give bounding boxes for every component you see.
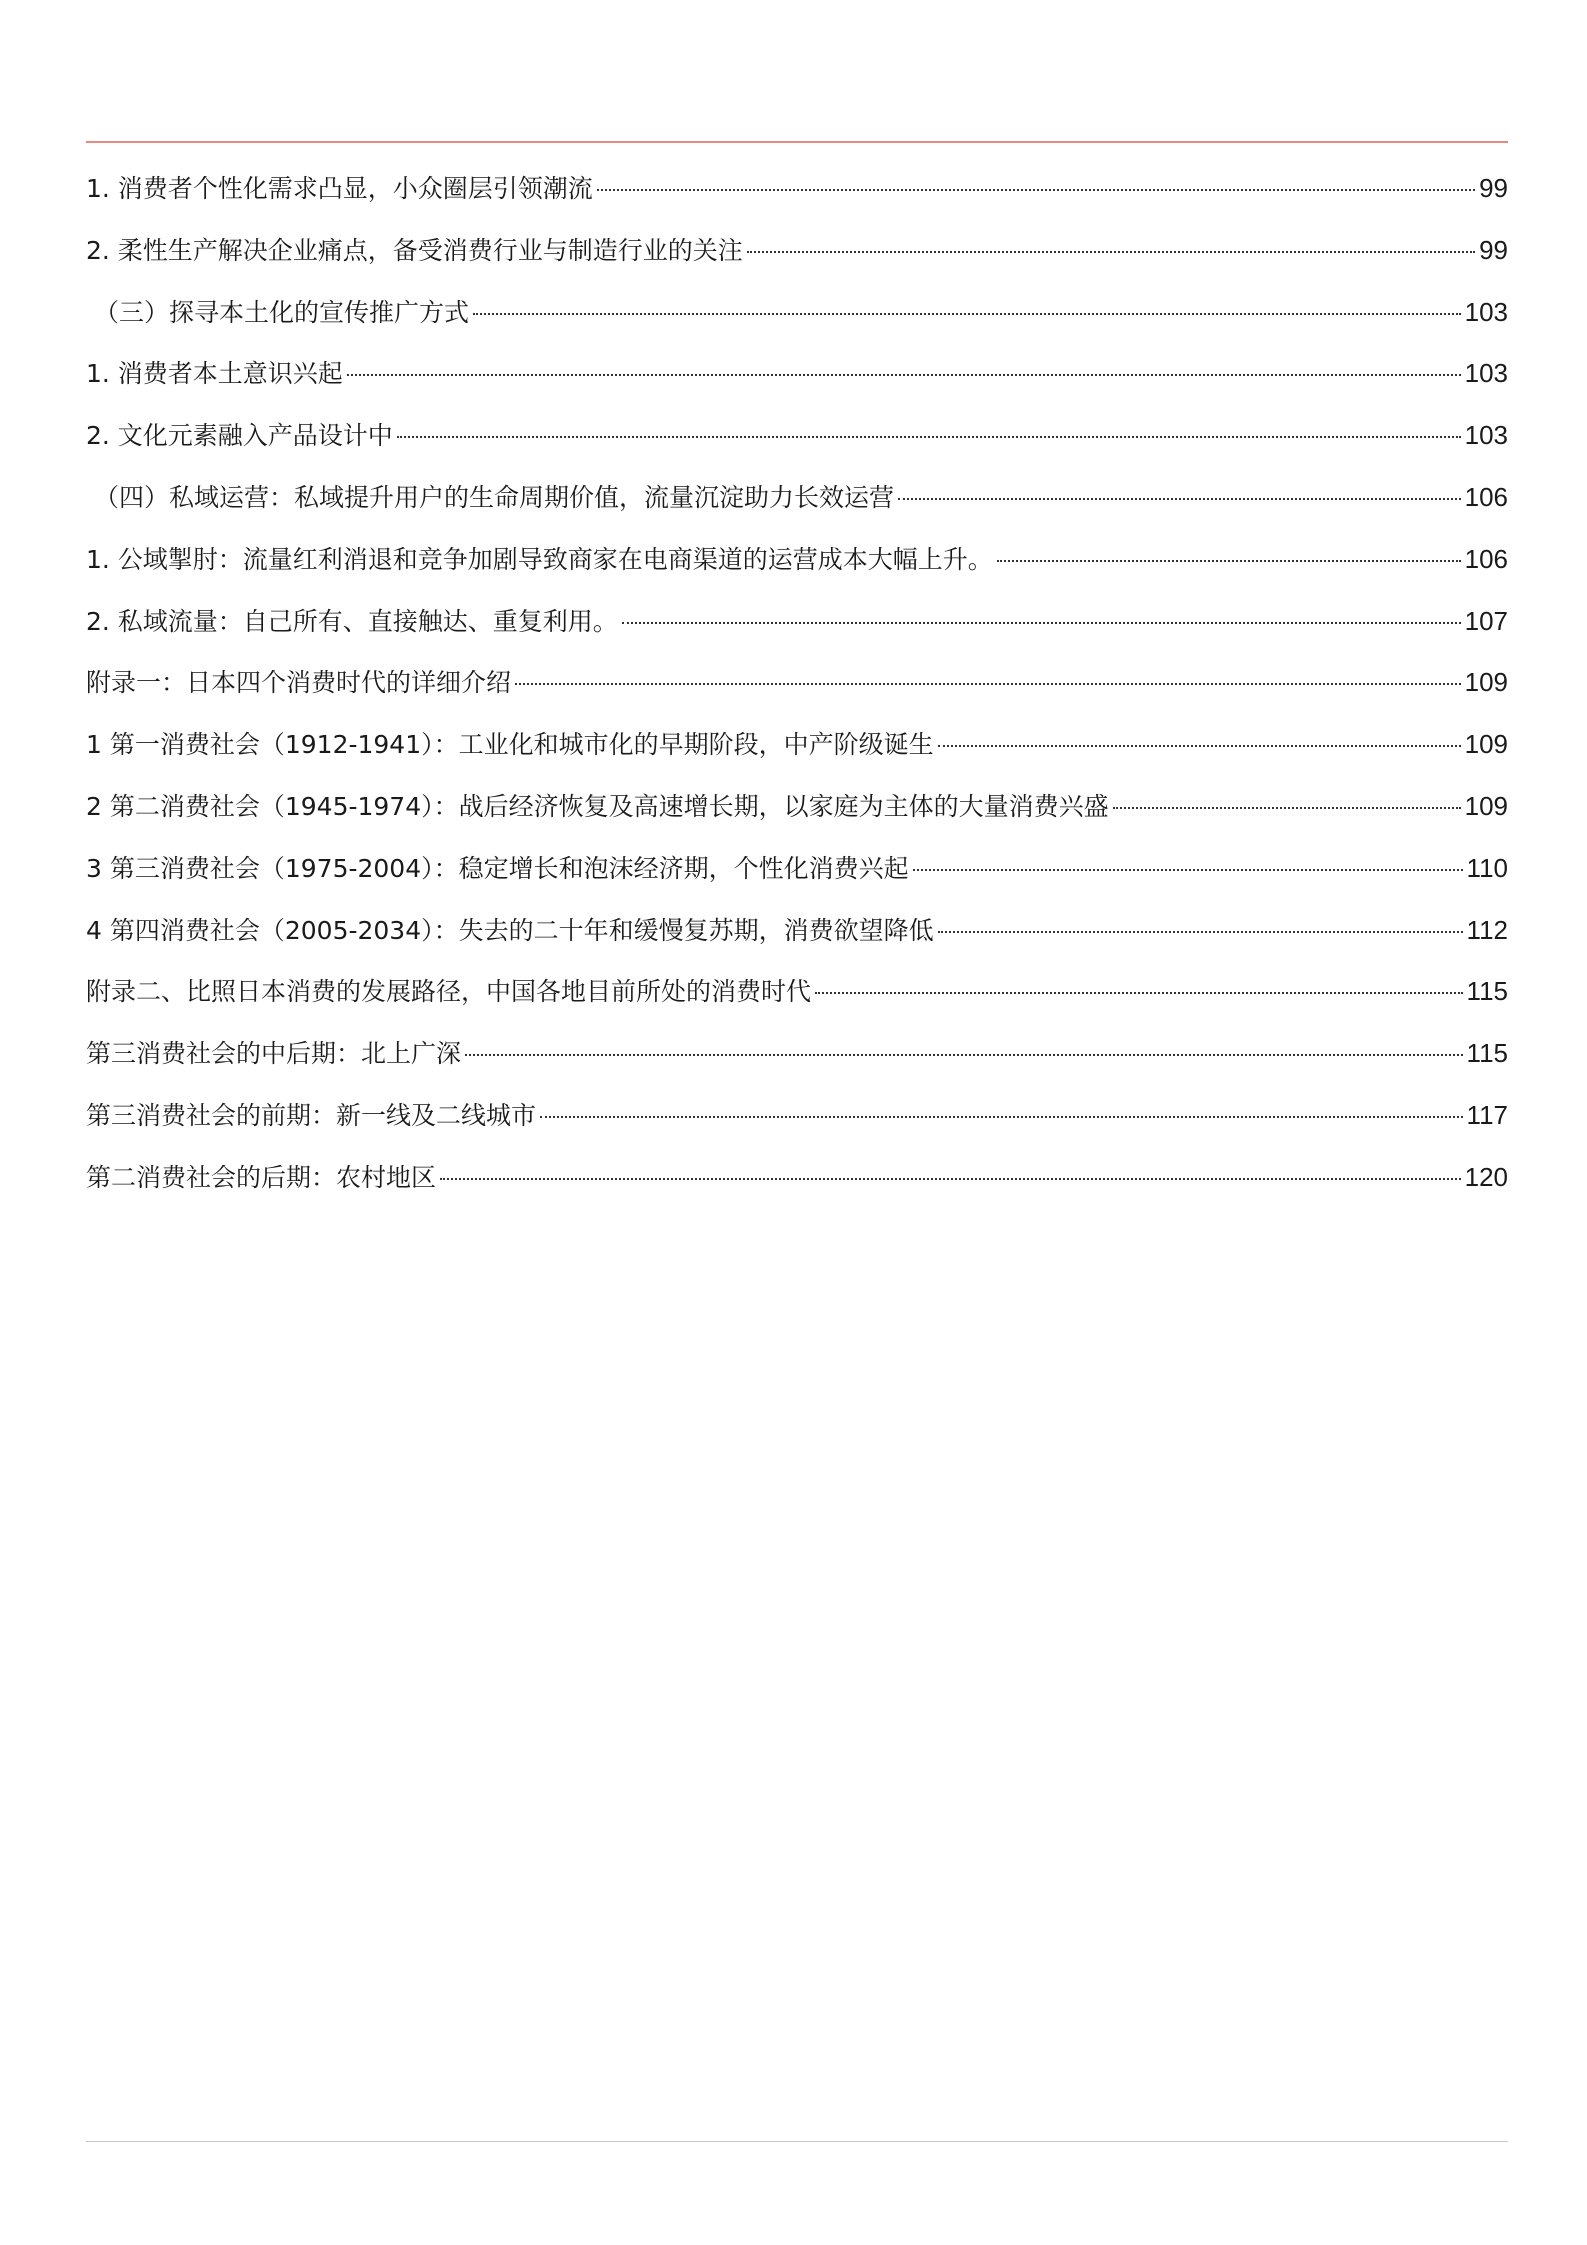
toc-entry[interactable] bbox=[86, 724, 1508, 786]
toc-dot-leader bbox=[747, 251, 1475, 253]
toc-entry[interactable] bbox=[86, 539, 1508, 601]
toc-entry-page-number: 112 bbox=[1466, 914, 1508, 945]
toc-entry-page-number: 115 bbox=[1466, 976, 1508, 1007]
toc-dot-leader bbox=[913, 869, 1463, 871]
toc-entry[interactable] bbox=[86, 848, 1508, 910]
toc-entry-page-number: 120 bbox=[1464, 1161, 1508, 1192]
toc-entry-page-number: 103 bbox=[1464, 358, 1508, 389]
toc-entry-page-number: 117 bbox=[1466, 1099, 1508, 1130]
toc-dot-leader bbox=[440, 1178, 1461, 1180]
toc-dot-leader bbox=[465, 1054, 1463, 1056]
toc-entry-title: 2 第二消费社会（1945-1974）：战后经济恢复及高速增长期，以家庭为主体的大量消费兴盛 bbox=[86, 791, 1109, 821]
toc-dot-leader bbox=[1113, 807, 1461, 809]
toc-entry[interactable] bbox=[86, 353, 1508, 415]
toc-entry-page-number: 115 bbox=[1466, 1038, 1508, 1069]
toc-entry-page-number: 99 bbox=[1479, 234, 1508, 265]
toc-entry[interactable] bbox=[86, 601, 1508, 663]
toc-dot-leader bbox=[622, 622, 1461, 624]
toc-entry-title: （四）私域运营：私域提升用户的生命周期价值，流量沉淀助力长效运营 bbox=[94, 482, 895, 512]
toc-entry[interactable] bbox=[86, 415, 1508, 477]
header-rule bbox=[86, 141, 1508, 143]
toc-dot-leader bbox=[597, 189, 1475, 191]
toc-entry-title: 第二消费社会的后期：农村地区 bbox=[86, 1162, 437, 1192]
toc-dot-leader bbox=[938, 931, 1463, 933]
toc-entry-page-number: 109 bbox=[1464, 790, 1508, 821]
toc-entry-page-number: 107 bbox=[1464, 605, 1508, 636]
toc-dot-leader bbox=[997, 560, 1461, 562]
toc-dot-leader bbox=[347, 374, 1461, 376]
toc-entry[interactable] bbox=[86, 662, 1508, 724]
toc-entry-title: 1. 消费者本土意识兴起 bbox=[86, 359, 343, 389]
toc-entry-title: 第三消费社会的中后期：北上广深 bbox=[86, 1039, 462, 1069]
toc-entry-title: 第三消费社会的前期：新一线及二线城市 bbox=[86, 1100, 537, 1130]
toc-entry-page-number: 106 bbox=[1464, 543, 1508, 574]
toc-entry-title: 2. 私域流量：自己所有、直接触达、重复利用。 bbox=[86, 606, 618, 636]
toc-entry[interactable] bbox=[86, 168, 1508, 230]
table-of-contents bbox=[86, 168, 1508, 1219]
toc-entry-page-number: 106 bbox=[1464, 481, 1508, 512]
toc-entry[interactable] bbox=[86, 910, 1508, 972]
toc-dot-leader bbox=[815, 992, 1463, 994]
toc-entry-title: 附录二、比照日本消费的发展路径，中国各地目前所处的消费时代 bbox=[86, 977, 812, 1007]
toc-entry-title: 1. 消费者个性化需求凸显，小众圈层引领潮流 bbox=[86, 174, 593, 203]
toc-entry-title: （三）探寻本土化的宣传推广方式 bbox=[94, 297, 470, 327]
toc-entry-title: 附录一：日本四个消费时代的详细介绍 bbox=[86, 668, 512, 698]
toc-entry[interactable] bbox=[86, 477, 1508, 539]
toc-entry[interactable] bbox=[86, 786, 1508, 848]
toc-entry[interactable] bbox=[86, 1095, 1508, 1157]
toc-entry-title: 4 第四消费社会（2005-2034）：失去的二十年和缓慢复苏期，消费欲望降低 bbox=[86, 915, 934, 945]
toc-entry-title: 2. 柔性生产解决企业痛点，备受消费行业与制造行业的关注 bbox=[86, 235, 743, 265]
toc-entry-page-number: 109 bbox=[1464, 729, 1508, 760]
toc-entry[interactable] bbox=[86, 230, 1508, 292]
toc-dot-leader bbox=[898, 498, 1461, 500]
toc-entry-page-number: 110 bbox=[1466, 852, 1508, 883]
toc-entry-title: 1 第一消费社会（1912-1941）：工业化和城市化的早期阶段，中产阶级诞生 bbox=[86, 730, 934, 760]
toc-entry-title: 1. 公域掣肘：流量红利消退和竞争加剧导致商家在电商渠道的运营成本大幅上升。 bbox=[86, 544, 993, 574]
toc-entry[interactable] bbox=[86, 1157, 1508, 1219]
toc-entry-page-number: 109 bbox=[1464, 667, 1508, 698]
toc-dot-leader bbox=[473, 313, 1461, 315]
toc-dot-leader bbox=[938, 745, 1461, 747]
toc-dot-leader bbox=[540, 1116, 1463, 1118]
footer-rule bbox=[86, 2141, 1508, 2142]
toc-entry-page-number: 99 bbox=[1479, 173, 1508, 203]
toc-dot-leader bbox=[397, 436, 1461, 438]
toc-entry[interactable] bbox=[86, 292, 1508, 354]
toc-entry[interactable] bbox=[86, 971, 1508, 1033]
toc-entry-page-number: 103 bbox=[1464, 296, 1508, 327]
toc-entry-title: 3 第三消费社会（1975-2004）：稳定增长和泡沫经济期，个性化消费兴起 bbox=[86, 853, 909, 883]
toc-entry-title: 2. 文化元素融入产品设计中 bbox=[86, 421, 393, 451]
toc-entry[interactable] bbox=[86, 1033, 1508, 1095]
toc-entry-page-number: 103 bbox=[1464, 420, 1508, 451]
toc-dot-leader bbox=[515, 683, 1461, 685]
